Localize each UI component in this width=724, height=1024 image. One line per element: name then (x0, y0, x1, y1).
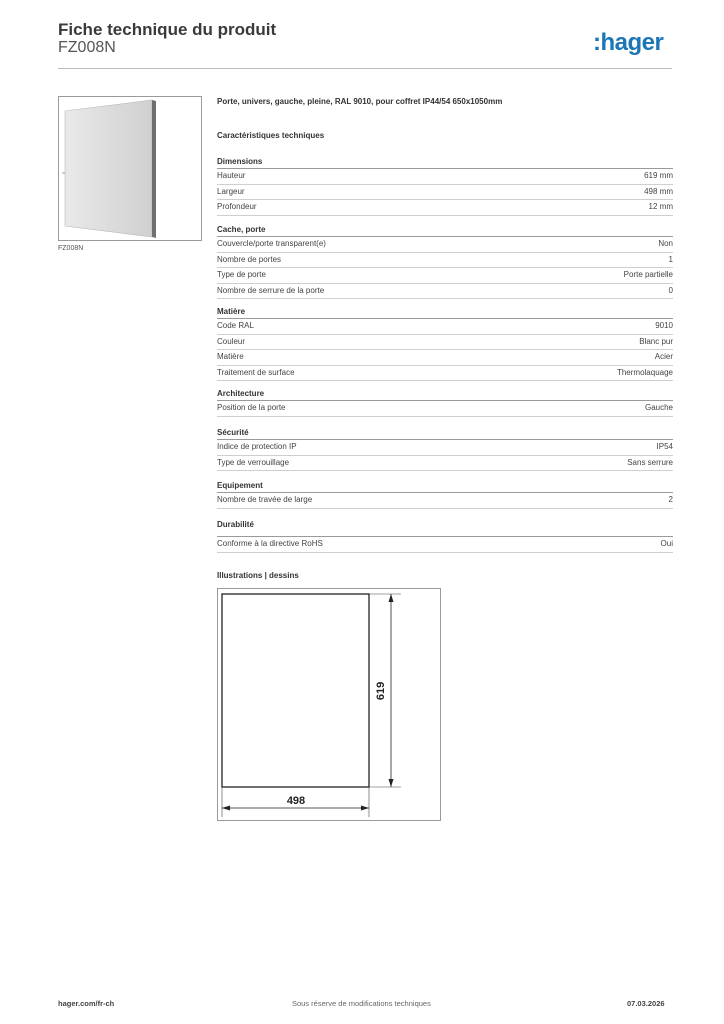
spec-row (217, 169, 673, 185)
spec-label: Position de la porte (217, 403, 286, 412)
spec-row (217, 200, 673, 216)
spec-label: Type de verrouillage (217, 457, 290, 467)
spec-label: Conforme à la directive RoHS (217, 539, 323, 548)
hager-logo: :hager (593, 29, 664, 56)
spec-row (217, 536, 673, 553)
footer-notice: Sous réserve de modifications techniques (292, 999, 431, 1008)
header-divider (58, 68, 672, 69)
spec-value: Non (658, 239, 673, 248)
spec-label: Matière (217, 352, 244, 362)
spec-label: Nombre de travée de large (217, 495, 313, 504)
spec-row (217, 493, 673, 509)
spec-row (217, 253, 673, 269)
spec-label: Nombre de portes (217, 254, 282, 264)
spec-row (217, 350, 673, 366)
product-code: FZ008N (58, 39, 116, 56)
spec-value: 1 (668, 254, 673, 264)
section-title: Dimensions (217, 155, 673, 169)
section-title: Equipement (217, 479, 673, 493)
spec-row (217, 268, 673, 284)
technical-drawing (217, 588, 441, 821)
spec-label: Largeur (217, 186, 245, 196)
spec-value: Gauche (644, 403, 673, 412)
section-title: Cache, porte (217, 223, 673, 237)
spec-value: 2 (668, 495, 673, 504)
spec-row (217, 366, 673, 382)
section-title: Durabilité (217, 520, 254, 529)
height-arrow-bottom (389, 779, 394, 787)
height-dimension-label: 619 (375, 681, 387, 701)
section-title: Sécurité (217, 426, 673, 440)
spec-label: Type de porte (217, 270, 266, 280)
spec-row (217, 319, 673, 335)
spec-label: Nombre de serrure de la porte (217, 285, 325, 295)
section-title: Matière (217, 305, 673, 319)
spec-value: Thermolaquage (616, 367, 673, 377)
illustrations-heading: Illustrations | dessins (217, 571, 299, 580)
width-arrow-left (222, 806, 230, 811)
spec-value: 9010 (655, 321, 673, 330)
spec-row (217, 440, 673, 456)
section-architecture (217, 387, 673, 417)
section-equipement (217, 479, 673, 509)
width-arrow-right (361, 806, 369, 811)
spec-value: IP54 (656, 442, 673, 451)
spec-value: 619 mm (644, 171, 673, 180)
spec-label: Couleur (217, 336, 246, 346)
door-outline (222, 594, 369, 787)
section-title: Architecture (217, 387, 673, 401)
door-picture (59, 97, 201, 240)
product-image-caption: FZ008N (58, 245, 84, 252)
characteristics-heading: Caractéristiques techniques (217, 131, 325, 140)
dimension-drawing (218, 589, 440, 820)
section-durabilite (217, 518, 673, 553)
width-dimension-label: 498 (286, 795, 306, 807)
product-image (58, 96, 202, 241)
height-arrow-top (389, 594, 394, 602)
product-description: Porte, univers, gauche, pleine, RAL 9010, pour coffret IP44/54 650x1050mm (217, 97, 503, 106)
spec-value: Blanc pur (639, 336, 673, 346)
section-dimensions (217, 155, 673, 216)
spec-row (217, 335, 673, 351)
spec-row (217, 237, 673, 253)
spec-value: 0 (668, 285, 673, 295)
page-title: Fiche technique du produit (58, 20, 277, 39)
spec-label: Indice de protection IP (217, 442, 297, 451)
section-securite (217, 426, 673, 471)
spec-value: Oui (660, 539, 673, 548)
spec-value: Porte partielle (623, 270, 673, 280)
spec-row (217, 185, 673, 201)
footer-date: 07.03.2026 (627, 999, 665, 1008)
section-cache-porte (217, 223, 673, 299)
spec-value: 12 mm (648, 202, 673, 212)
spec-row (217, 401, 673, 417)
spec-label: Hauteur (217, 171, 246, 180)
spec-value: Acier (654, 352, 673, 362)
spec-row (217, 284, 673, 300)
spec-value: Sans serrure (627, 457, 673, 467)
footer-website: hager.com/fr-ch (58, 999, 115, 1008)
spec-row (217, 456, 673, 472)
section-matiere (217, 305, 673, 381)
spec-value: 498 mm (644, 186, 673, 196)
spec-label: Code RAL (217, 321, 254, 330)
spec-label: Profondeur (217, 202, 257, 212)
spec-label: Traitement de surface (217, 367, 295, 377)
spec-label: Couvercle/porte transparent(e) (217, 239, 326, 248)
